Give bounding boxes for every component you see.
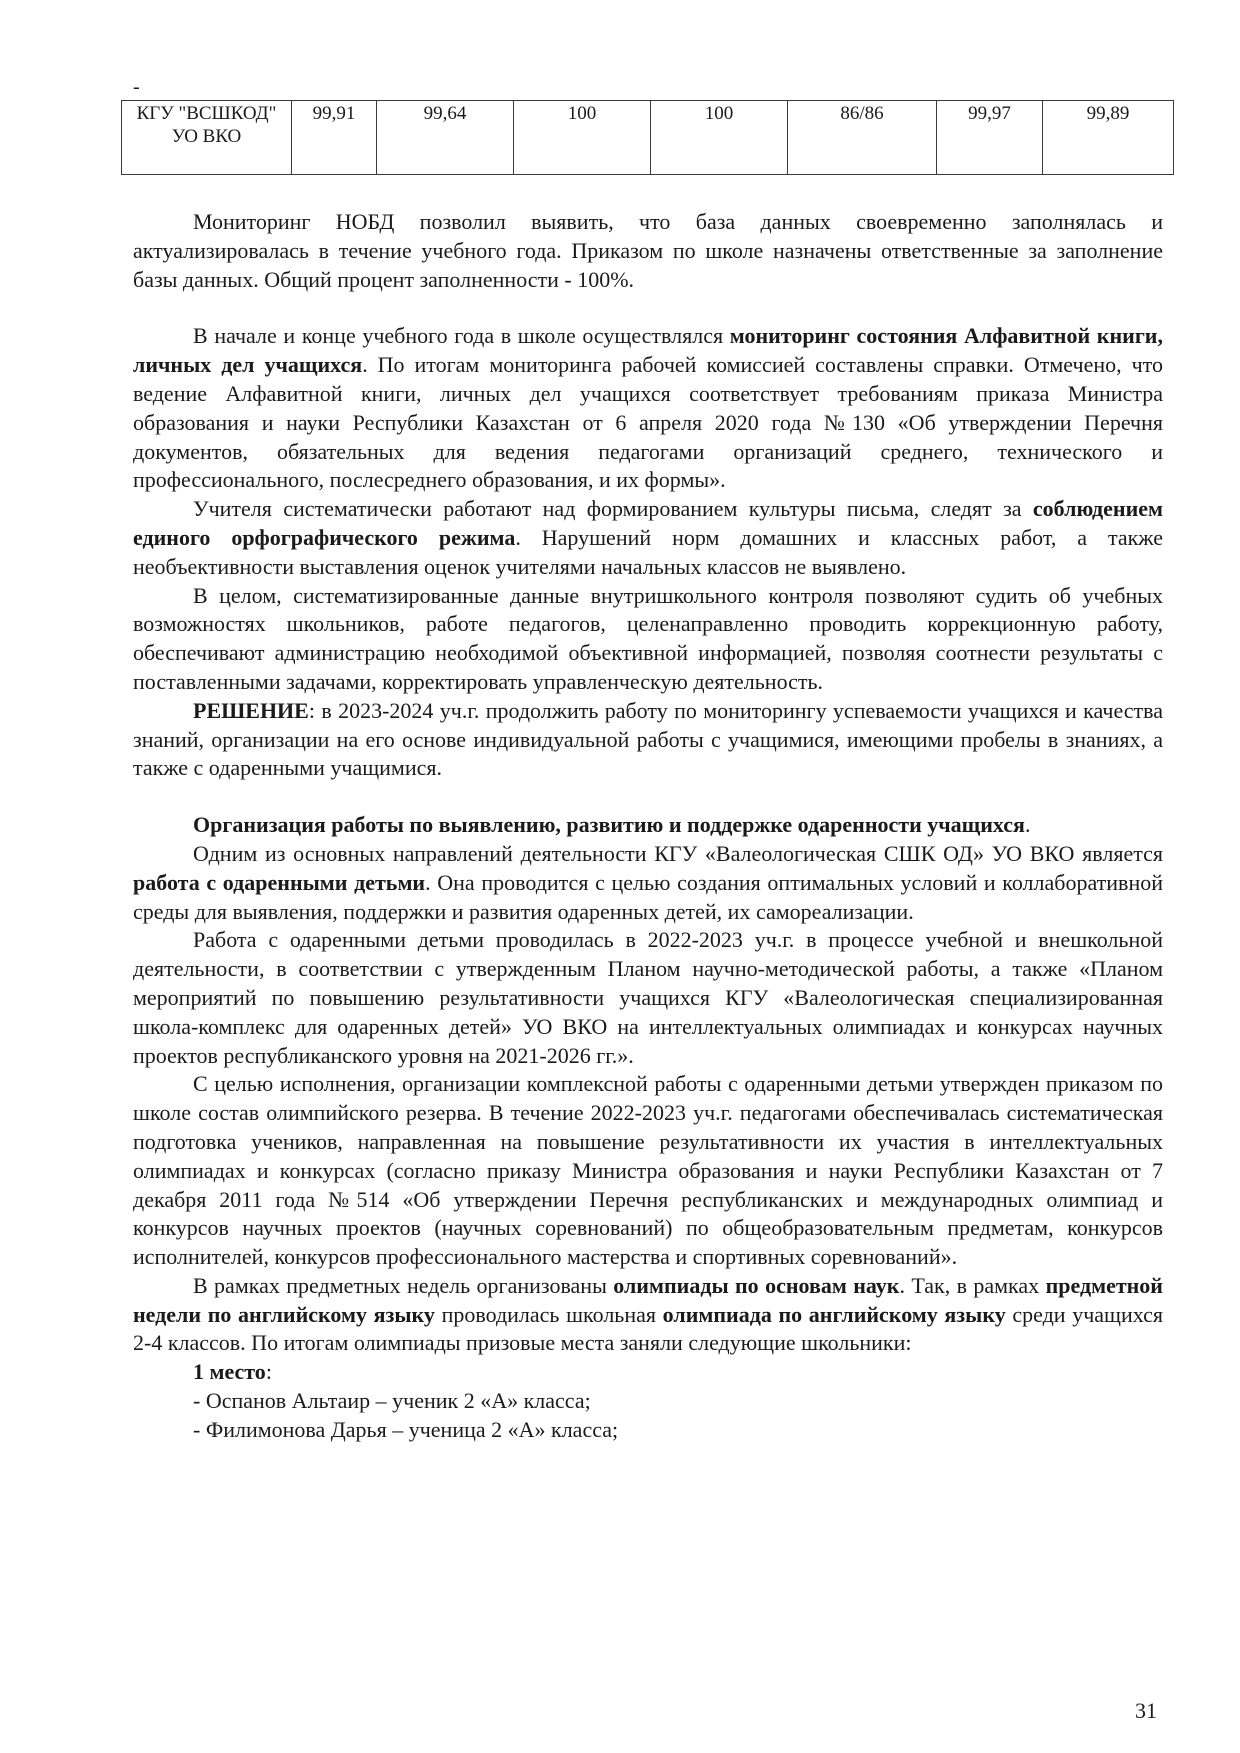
page-number: 31 — [1135, 1698, 1157, 1723]
table-cell: 86/86 — [788, 101, 937, 175]
list-item: - Филимонова Дарья – ученица 2 «А» класса; — [193, 1416, 619, 1442]
table-cell: 99,97 — [937, 101, 1043, 175]
table-cell: 100 — [651, 101, 788, 175]
bold-text: РЕШЕНИЕ — [193, 697, 309, 723]
paragraph-plan: Работа с одаренными детьми проводилась в 2022-2023 уч.г. в процессе учебной и внешкольной деятельности, в соответствии с утвержденным Планом научно-методической работы, а также «Планом мероприятий по повышению результативности учащихся КГУ «Валеологическая специализированная школа-комплекс для одаренных детей» УО ВКО на интеллектуальных олимпиадах и конкурсах научных проектов республиканского уровня на 2021-2026 гг.». — [133, 927, 1163, 1068]
list-item: - Оспанов Альтаир – ученик 2 «А» класса; — [193, 1388, 591, 1414]
table-cell-org: КГУ "ВСШКОД" УО ВКО — [122, 101, 292, 175]
table-cell: 99,64 — [377, 101, 514, 175]
paragraph-alphabet-book: В начале и конце учебного года в школе осуществлялся мониторинг состояния Алфавитной книги, личных дел учащихся. По итогам мониторинга рабочей комиссией составлены справки. Отмечено, что ведение Алфавитной книги, личных дел учащихся соответствует требованиям приказа Министра образования и науки Республики Казахстан от 6 апреля 2020 года №130 «Об утверждении Перечня документов, обязательных для ведения педагогами организаций среднего, технического и профессионального, послесреднего образования, и их формы». — [133, 323, 1163, 493]
paragraph-olympiads: В рамках предметных недель организованы олимпиады по основам наук. Так, в рамках предметной недели по английскому языку проводилась школьная олимпиада по английскому языку среди учащихся 2-4 классов. По итогам олимпиады призовые места заняли следующие школьники: — [133, 1272, 1163, 1356]
paragraph-olympic-reserve: С целью исполнения, организации комплексной работы с одаренными детьми утвержден приказом по школе состав олимпийского резерва. В течение 2022-2023 уч.г. педагогами обеспечивалась систематическая подготовка учеников, направленная на повышение результативности их участия в интеллектуальных олимпиадах и конкурсах (согласно приказу Министра образования и науки Республики Казахстан от 7 декабря 2011 года №514 «Об утверждении Перечня республиканских и международных олимпиад и конкурсов научных проектов (научных соревнований) по общеобразовательным предметам, конкурсов исполнителей, конкурсов профессионального мастерства и спортивных соревнований». — [133, 1071, 1163, 1270]
paragraph-decision: РЕШЕНИЕ: в 2023-2024 уч.г. продолжить работу по мониторингу успеваемости учащихся и качества знаний, организации на его основе индивидуальной работы с учащимися, имеющими пробелы в знаниях, а также с одаренными учащимися. — [133, 697, 1163, 781]
bold-text: соблюдением единого орфографического режима — [133, 496, 1163, 550]
paragraph-nobd: Мониторинг НОБД позволил выявить, что база данных своевременно заполнялась и актуализировалась в течение учебного года. Приказом по школе назначены ответственные за заполнение базы данных. Общий процент заполненности - 100%. — [133, 209, 1163, 292]
table-cell: 99,89 — [1043, 101, 1174, 175]
bold-text: предметной недели по английскому языку — [133, 1272, 1163, 1327]
bold-text: мониторинг состояния Алфавитной книги, личных дел учащихся — [133, 323, 1163, 378]
dash-mark: - — [133, 76, 140, 98]
paragraph-gifted-work: Одним из основных направлений деятельности КГУ «Валеологическая СШК ОД» УО ВКО является работа с одаренными детьми. Она проводится с целью создания оптимальных условий и коллаборативной среды для выявления, поддержки и развития одаренных детей, их самореализации. — [133, 840, 1163, 924]
bold-text: олимпиада по английскому языку — [662, 1301, 1006, 1327]
bold-text: олимпиады по основам наук — [613, 1272, 900, 1298]
bold-text: работа с одаренными детьми — [133, 869, 426, 895]
data-table — [121, 100, 1174, 175]
table-cell: 100 — [514, 101, 651, 175]
table-row — [122, 101, 1174, 175]
paragraph-control: В целом, систематизированные данные внутришкольного контроля позволяют судить об учебных возможностях школьников, работе педагогов, целенаправленно проводить коррекционную работу, обеспечивают администрацию необходимой объективной информацией, позволяя соотнести результаты с поставленными задачами, корректировать управленческую деятельность. — [133, 582, 1163, 694]
table-cell: 99,91 — [292, 101, 377, 175]
place-label: 1 место: — [193, 1359, 272, 1385]
body-text — [133, 208, 1163, 1445]
section-heading: Организация работы по выявлению, развитию и поддержке одаренности учащихся. — [193, 812, 1031, 838]
paragraph-orthography: Учителя систематически работают над формированием культуры письма, следят за соблюдением единого орфографического режима. Нарушений норм домашних и классных работ, а также необъективности выставления оценок учителями начальных классов не выявлено. — [133, 496, 1163, 579]
